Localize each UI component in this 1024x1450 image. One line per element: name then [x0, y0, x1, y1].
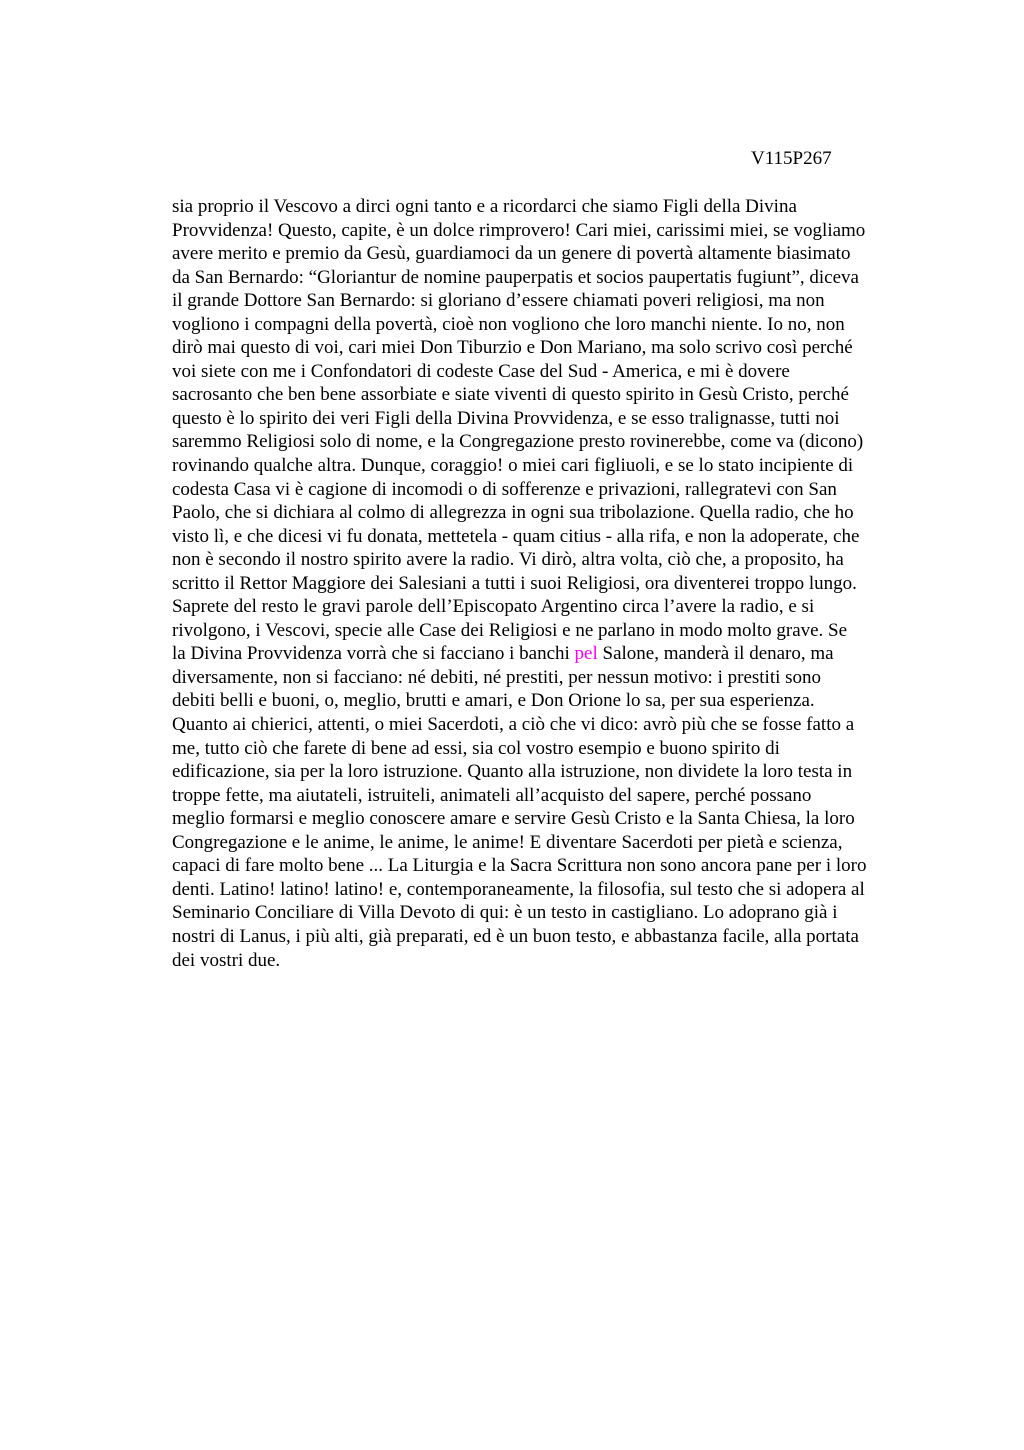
text-segment: Salone, manderà il denaro, ma — [597, 643, 834, 665]
text-line: Congregazione e le anime, le anime, le anime! E diventare Sacerdoti per pietà e scienza, — [172, 831, 843, 853]
text-line: sia proprio il Vescovo a dirci ogni tanto e a ricordarci che siamo Figli della Divina — [172, 196, 797, 217]
text-line: edificazione, sia per la loro istruzione. Quanto alla istruzione, non dividete la loro testa in — [172, 761, 853, 783]
text-line: debiti belli e buoni, o, meglio, brutti e amari, e Don Orione lo sa, per sua esperienza. — [172, 690, 815, 712]
text-line: Quanto ai chierici, attenti, o miei Sacerdoti, a ciò che vi dico: avrò più che se fosse fatto a — [172, 714, 855, 736]
page-code: V115P267 — [751, 148, 832, 169]
text-line: Saprete del resto le gravi parole dell’Episcopato Argentino circa l’avere la radio, e si — [172, 596, 815, 618]
text-line: avere merito e premio da Gesù, guardiamoci da un genere di povertà altamente biasimato — [172, 243, 851, 265]
text-line: meglio formarsi e meglio conoscere amare e servire Gesù Cristo e la Santa Chiesa, la loro — [172, 808, 855, 830]
text-line: scritto il Rettor Maggiore dei Salesiani a tutti i suoi Religiosi, ora diventerei troppo lungo. — [172, 572, 857, 594]
text-line: rovinando qualche altra. Dunque, coraggio! o miei cari figliuoli, e se lo stato incipiente di — [172, 455, 854, 477]
text-line: Provvidenza! Questo, capite, è un dolce rimprovero! Cari miei, carissimi miei, se vogliamo — [172, 219, 866, 241]
highlighted-word: pel — [574, 643, 598, 665]
text-line: rivolgono, i Vescovi, specie alle Case dei Religiosi e ne parlano in modo molto grave. Se — [172, 619, 848, 641]
text-line: capaci di fare molto bene ... La Liturgia e la Sacra Scrittura non sono ancora pane per i loro — [172, 855, 867, 877]
text-line: il grande Dottore San Bernardo: si gloriano d’essere chiamati poveri religiosi, ma non — [172, 290, 825, 312]
text-line: dei vostri due. — [172, 949, 281, 971]
text-line: voi siete con me i Confondatori di codeste Case del Sud - America, e mi è dovere — [172, 360, 790, 382]
text-line: nostri di Lanus, i più alti, già preparati, ed è un buon testo, e abbastanza facile, alla portata — [172, 925, 859, 947]
text-line: diversamente, non si facciano: né debiti, né prestiti, per nessun motivo: i prestiti sono — [172, 666, 822, 688]
text-segment: la Divina Provvidenza vorrà che si facciano i banchi — [172, 643, 575, 665]
text-line: vogliono i compagni della povertà, cioè non vogliono che loro manchi niente. Io no, non — [172, 313, 845, 335]
text-line: non è secondo il nostro spirito avere la radio. Vi dirò, altra volta, ciò che, a proposito, ha — [172, 549, 844, 571]
text-line: troppe fette, ma aiutateli, istruiteli, animateli all’acquisto del sapere, perché possano — [172, 784, 812, 806]
text-line: questo è lo spirito dei veri Figli della Divina Provvidenza, e se esso tralignasse, tutti noi — [172, 407, 840, 429]
text-line: Seminario Conciliare di Villa Devoto di qui: è un testo in castigliano. Lo adoprano già i — [172, 902, 838, 924]
text-line: codesta Casa vi è cagione di incomodi o di sofferenze e privazioni, rallegratevi con San — [172, 478, 837, 500]
text-line: dirò mai questo di voi, cari miei Don Tiburzio e Don Mariano, ma solo scrivo così perché — [172, 337, 853, 359]
text-line: denti. Latino! latino! latino! e, contemporaneamente, la filosofia, sul testo che si adopera al — [172, 878, 865, 900]
text-line: sacrosanto che ben bene assorbiate e siate viventi di questo spirito in Gesù Cristo, perché — [172, 384, 849, 406]
text-line: me, tutto ciò che farete di bene ad essi, sia col vostro esempio e buono spirito di — [172, 737, 780, 759]
text-line: da San Bernardo: “Gloriantur de nomine pauperpatis et socios paupertatis fugiunt”, diceva — [172, 266, 859, 288]
text-line: saremmo Religiosi solo di nome, e la Congregazione presto rovinerebbe, come va (dicono) — [172, 431, 864, 453]
text-line-highlighted — [172, 642, 932, 666]
text-line: Paolo, che si dichiara al colmo di allegrezza in ogni sua tribolazione. Quella radio, che ho — [172, 502, 854, 524]
text-line: visto lì, e che dicesi vi fu donata, mettetela - quam citius - alla rifa, e non la adoperate, che — [172, 525, 860, 547]
letter-body — [172, 195, 932, 972]
